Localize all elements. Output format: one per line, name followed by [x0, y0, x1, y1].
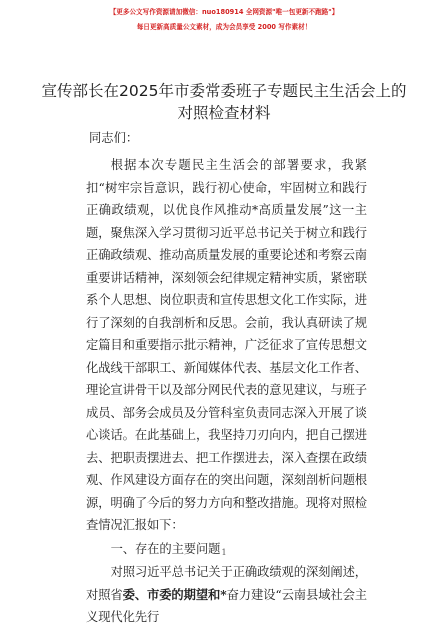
greeting: 同志们：: [89, 131, 139, 145]
paragraph-problems-text-c: 奋力建设“云南县域社会主义现代化先行: [86, 587, 368, 624]
paragraph-problems-text-a: 对照习近平总书记关于正确政绩观的深刻阐述，对照省: [86, 565, 367, 602]
document-body: [86, 154, 367, 629]
page-number: 1: [221, 548, 227, 557]
promo-banner: [0, 6, 448, 33]
paragraph-problems: [86, 561, 367, 629]
section-heading-problems: 一、存在的主要问题: [110, 541, 221, 556]
paragraph-problems-bold-text: 委、市委的期望和*: [122, 586, 227, 602]
promo-banner-line-2: 每日更新高质量公文素材，成为会员享受 2000 写作素材！: [136, 23, 312, 31]
promo-banner-line-1: 【更多公文写作资源请加微信：nuo180914 全网资源"唯一包更新不跑路"】: [109, 8, 339, 16]
paragraph-intro: 根据本次专题民主生活会的部署要求，我紧扣“树牢宗旨意识，践行初心使命，牢固树立和践行正确政绩观，以优良作风推动*高质量发展”这一主题，聚焦深入学习贯彻习近平总书记关于树立和践行正确政绩观、推动高质量发展的重要论述和考察云南重要讲话精神，深刻领会纪律规定精神实质，紧密联系个人思想、岗位职责和宣传思想文化工作实际，进行了深刻的自我剖析和反思。会前，我认真研读了规定篇目和重要指示批示精神，广泛征求了宣传思想文化战线干部职工、新闻媒体代表、基层文化工作者、理论宣讲骨干以及部分网民代表的意见建议，与班子成员、部务会成员及分管科室负责同志深入开展了谈心谈话。在此基础上，我坚持刀刃向内，把自己摆进去、把职责摆进去、把工作摆进去，深入查摆在政绩观、作风建设方面存在的突出问题，深刻剖析问题根源，明确了今后的努力方向和整改措施。现将对照检查情况汇报如下：: [86, 158, 367, 532]
document-title: 宣传部长在2025年市委常委班子专题民主生活会上的对照检查材料: [41, 82, 407, 122]
